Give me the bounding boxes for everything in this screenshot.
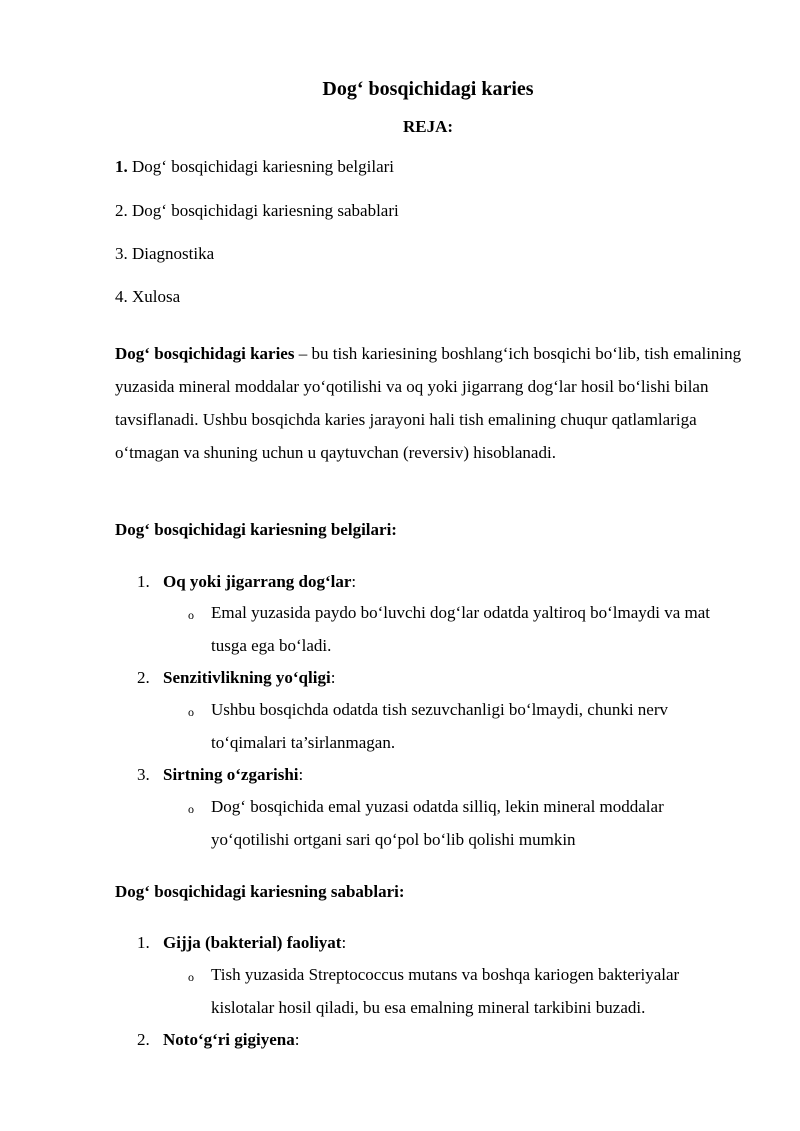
list-item-title: Senzitivlikning yo‘qligi (163, 668, 331, 687)
intro-term: Dog‘ bosqichidagi karies (115, 344, 295, 363)
sub-bullet-text: Tish yuzasida Streptococcus mutans va boshqa kariogen bakteriyalar kislotalar hosil qiladi, bu esa emalning mineral tarkibini buzadi. (211, 965, 680, 1017)
list-item (137, 667, 335, 689)
plan-item: 4. Xulosa (115, 287, 181, 306)
signs-heading: Dog‘ bosqichidagi kariesning belgilari: (115, 520, 397, 539)
list-item-title: Gijja (bakterial) faoliyat (163, 933, 342, 952)
list-item (137, 932, 346, 954)
causes-heading: Dog‘ bosqichidagi kariesning sabablari: (115, 882, 405, 901)
list-item-number: 2. (137, 1030, 150, 1049)
list-item-number: 1. (137, 933, 150, 952)
plan-heading: REJA: (402, 117, 454, 136)
list-item-title: Oq yoki jigarrang dog‘lar (163, 572, 352, 591)
list-item (137, 1029, 299, 1051)
list-item-colon: : (330, 668, 336, 687)
list-item-colon: : (341, 933, 347, 952)
list-item-number: 3. (137, 765, 150, 784)
list-item (137, 571, 356, 593)
bullet-icon: o (188, 970, 194, 984)
list-item-colon: : (298, 765, 304, 784)
plan-item: 3. Diagnostika (115, 244, 215, 263)
intro-paragraph (115, 337, 745, 469)
list-item-number: 2. (137, 668, 150, 687)
bullet-icon: o (188, 802, 194, 816)
sub-bullet-text: Ushbu bosqichda odatda tish sezuvchanligi bo‘lmaydi, chunki nerv to‘qimalari ta’sirlanmagan. (211, 700, 669, 752)
document-title: Dog‘ bosqichidagi karies (322, 78, 534, 100)
intro-text: – bu tish kariesining boshlang‘ich bosqichi bo‘lib, tish emalining yuzasida mineral moddalar yo‘qotilishi va oq yoki jigarrang dog‘lar hosil bo‘lishi bilan tavsiflanadi. Ushbu bosqichda karies jarayoni hali tish emalining chuqur qatlamlariga o‘tmagan va shuning uchun u qaytuvchan (reversiv) hisoblanadi. (115, 344, 742, 462)
list-item-colon: : (351, 572, 357, 591)
list-item (137, 764, 303, 786)
plan-item: 2. Dog‘ bosqichidagi kariesning sabablari (115, 201, 399, 220)
plan-item-text: Dog‘ bosqichidagi kariesning belgilari (127, 157, 395, 176)
plan-item (115, 156, 394, 178)
list-item-colon: : (294, 1030, 300, 1049)
list-item-title: Noto‘g‘ri gigiyena (163, 1030, 295, 1049)
sub-bullet-text: Emal yuzasida paydo bo‘luvchi dog‘lar odatda yaltiroq bo‘lmaydi va mat tusga ega bo‘ladi. (211, 603, 710, 655)
sub-bullet-text: Dog‘ bosqichida emal yuzasi odatda silliq, lekin mineral moddalar yo‘qotilishi ortgani sari qo‘pol bo‘lib qolishi mumkin (211, 797, 664, 849)
plan-item-number: 1. (115, 157, 128, 176)
list-item-title: Sirtning o‘zgarishi (163, 765, 299, 784)
bullet-icon: o (188, 705, 194, 719)
bullet-icon: o (188, 608, 194, 622)
list-item-number: 1. (137, 572, 150, 591)
